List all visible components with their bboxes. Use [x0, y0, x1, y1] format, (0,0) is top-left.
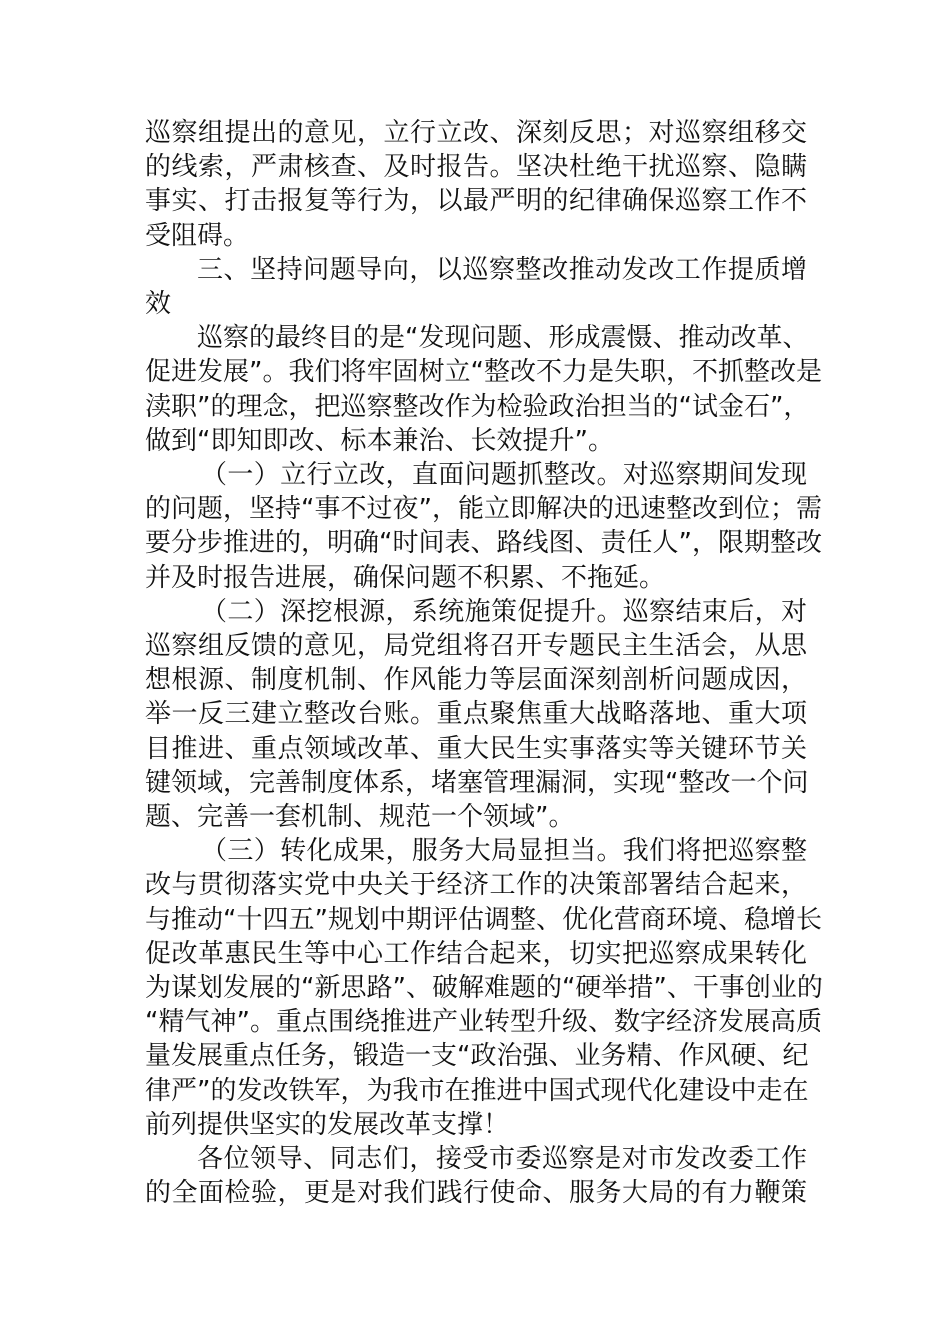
text-line: 目推进、重点领域改革、重大民生实事落实等关键环节关 — [145, 733, 807, 764]
text-line: 键领域，完善制度体系，堵塞管理漏洞，实现“整改一个问 — [145, 767, 809, 798]
text-line: 渎职”的理念，把巡察整改作为检验政治担当的“试金石”， — [145, 391, 810, 422]
text-line: “精气神”。重点围绕推进产业转型升级、数字经济发展高质 — [145, 1007, 822, 1038]
text-line: 的线索，严肃核查、及时报告。坚决杜绝干扰巡察、隐瞒 — [145, 152, 807, 183]
text-line: 想根源、制度机制、作风能力等层面深刻剖析问题成因， — [145, 665, 807, 696]
text-line: 各位领导、同志们，接受市委巡察是对市发改委工作 — [197, 1144, 807, 1175]
heading-line: 三、坚持问题导向，以巡察整改推动发改工作提质增 — [197, 254, 807, 285]
document-body — [145, 116, 823, 1211]
text-line: （一）立行立改，直面问题抓整改。对巡察期间发现 — [201, 460, 807, 491]
paragraph-inspection-goal — [145, 321, 822, 458]
text-line: 事实、打击报复等行为，以最严明的纪律确保巡察工作不 — [145, 186, 807, 217]
text-line: 促改革惠民生等中心工作结合起来，切实把巡察成果转化 — [145, 938, 807, 969]
paragraph-item-three — [145, 834, 823, 1142]
paragraph-item-two — [145, 595, 807, 834]
text-line: 要分步推进的，明确“时间表、路线图、责任人”，限期整改 — [145, 528, 822, 559]
paragraph-item-one — [145, 458, 822, 595]
text-line: 的全面检验，更是对我们践行使命、服务大局的有力鞭策 — [145, 1178, 807, 1209]
text-line: 巡察组反馈的意见，局党组将召开专题民主生活会，从思 — [145, 631, 807, 662]
text-line: 并及时报告进展，确保问题不积累、不拖延。 — [145, 562, 666, 593]
text-line: 举一反三建立整改台账。重点聚焦重大战略落地、重大项 — [145, 699, 807, 730]
paragraph-closing — [145, 1142, 807, 1210]
text-line: 为谋划发展的“新思路”、破解难题的“硬举措”、干事创业的 — [145, 973, 823, 1004]
text-line: 受阻碍。 — [145, 220, 250, 251]
text-line: 巡察组提出的意见，立行立改、深刻反思；对巡察组移交 — [145, 118, 807, 148]
text-line: 的问题，坚持“事不过夜”，能立即解决的迅速整改到位；需 — [145, 494, 822, 525]
text-line: 量发展重点任务，锻造一支“政治强、业务精、作风硬、纪 — [145, 1041, 809, 1072]
text-line: （二）深挖根源，系统施策促提升。巡察结束后，对 — [201, 596, 807, 627]
paragraph-inspection-discipline — [145, 116, 807, 253]
heading-line: 效 — [145, 289, 172, 320]
text-line: 做到“即知即改、标本兼治、长效提升”。 — [145, 425, 614, 456]
text-line: 改与贯彻落实党中央关于经济工作的决策部署结合起来， — [145, 870, 807, 901]
text-line: 题、完善一套机制、规范一个领域”。 — [145, 802, 575, 833]
text-line: 促进发展”。我们将牢固树立“整改不力是失职，不抓整改是 — [145, 357, 822, 388]
text-line: 与推动“十四五”规划中期评估调整、优化营商环境、稳增长 — [145, 904, 822, 935]
section-heading-three — [145, 253, 807, 321]
text-line: 巡察的最终目的是“发现问题、形成震慑、推动改革、 — [197, 323, 809, 354]
text-line: （三）转化成果，服务大局显担当。我们将把巡察整 — [201, 836, 807, 867]
text-line: 律严”的发改铁军，为我市在推进中国式现代化建设中走在 — [145, 1075, 809, 1106]
text-line: 前列提供坚实的发展改革支撑！ — [145, 1109, 510, 1140]
